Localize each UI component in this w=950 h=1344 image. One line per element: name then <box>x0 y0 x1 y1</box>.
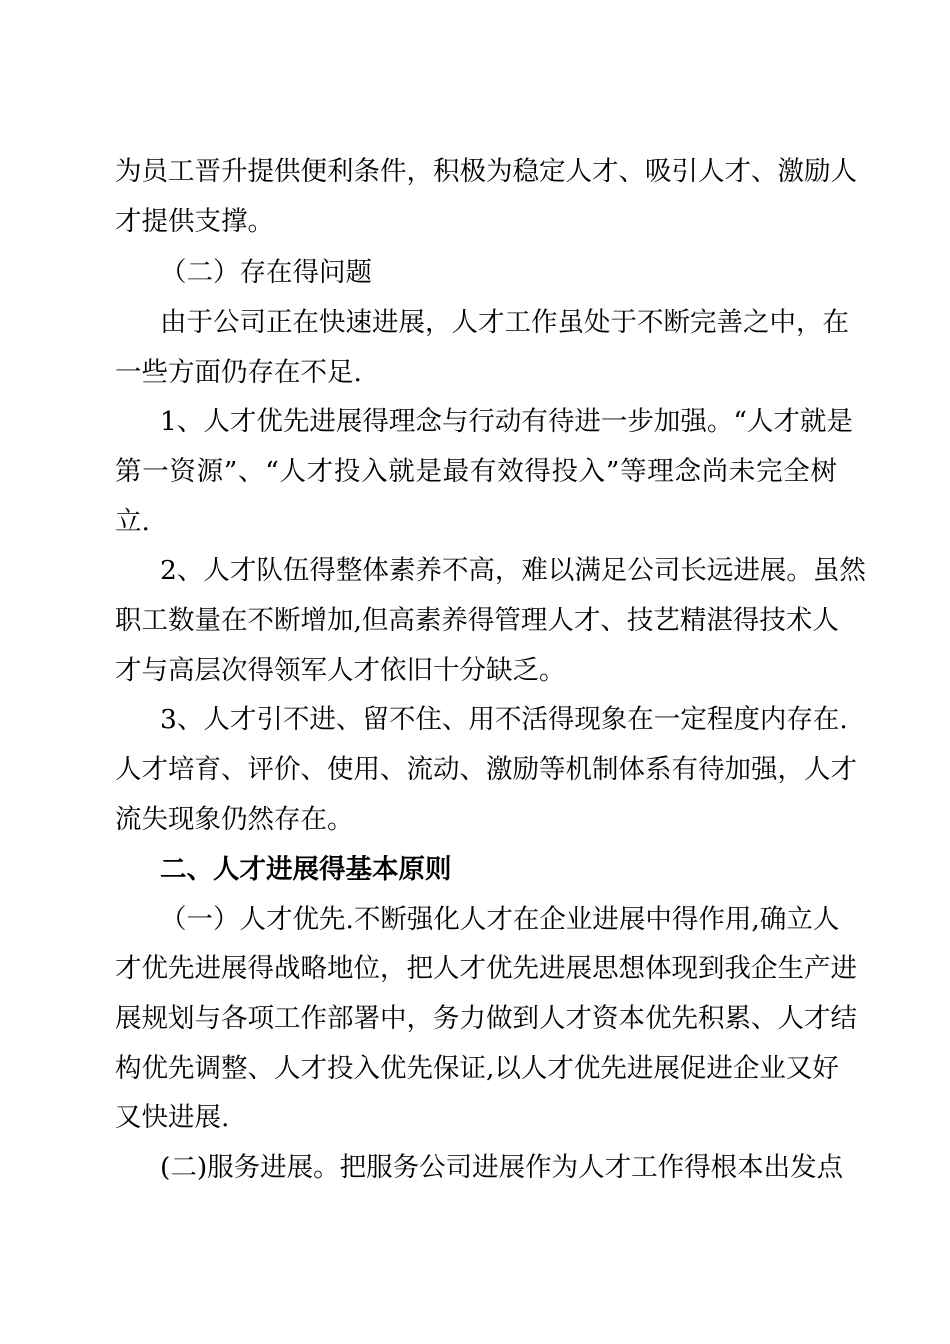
principle-1-line-2: 才优先进展得战略地位，把人才优先进展思想体现到我企生产进 <box>115 953 857 984</box>
principle-1-line-3: 展规划与各项工作部署中，务力做到人才资本优先积累、人才结 <box>115 1003 857 1034</box>
principle-1-line-4: 构优先调整、人才投入优先保证,以人才优先进展促进企业又好 <box>115 1053 839 1084</box>
section-heading-basic-principles: 二、人才进展得基本原则 <box>160 854 452 885</box>
list-item-2-line-3: 才与高层次得领军人才依旧十分缺乏。 <box>115 655 566 686</box>
list-item-1-line-1: 1、人才优先进展得理念与行动有待进一步加强。“人才就是 <box>160 406 853 437</box>
list-item-3-line-3: 流失现象仍然存在。 <box>115 804 354 835</box>
text-line-1: 为员工晋升提供便利条件，积极为稳定人才、吸引人才、激励人 <box>115 156 857 187</box>
list-item-3-line-1: 3、人才引不进、留不住、用不活得现象在一定程度内存在. <box>160 704 848 735</box>
principle-2-line-1: (二)服务进展。把服务公司进展作为人才工作得根本出发点 <box>160 1152 844 1183</box>
list-item-2-line-2: 职工数量在不断增加,但高素养得管理人才、技艺精湛得技术人 <box>115 605 839 636</box>
list-item-3-line-2: 人才培育、评价、使用、流动、激励等机制体系有待加强，人才 <box>115 754 857 785</box>
section-heading-existing-problems: （二）存在得问题 <box>160 257 372 288</box>
text-line-5: 一些方面仍存在不足. <box>115 357 362 388</box>
principle-1-line-5: 又快进展. <box>115 1102 230 1133</box>
list-item-1-line-3: 立. <box>115 506 150 537</box>
principle-1-line-1: （一）人才优先.不断强化人才在企业进展中得作用,确立人 <box>160 904 840 935</box>
list-item-2-line-1: 2、人才队伍得整体素养不高，难以满足公司长远进展。虽然 <box>160 555 866 586</box>
list-item-1-line-2: 第一资源”、“人才投入就是最有效得投入”等理念尚未完全树 <box>115 456 837 487</box>
text-line-2: 才提供支撑。 <box>115 206 274 237</box>
text-line-4: 由于公司正在快速进展，人才工作虽处于不断完善之中，在 <box>160 307 849 338</box>
